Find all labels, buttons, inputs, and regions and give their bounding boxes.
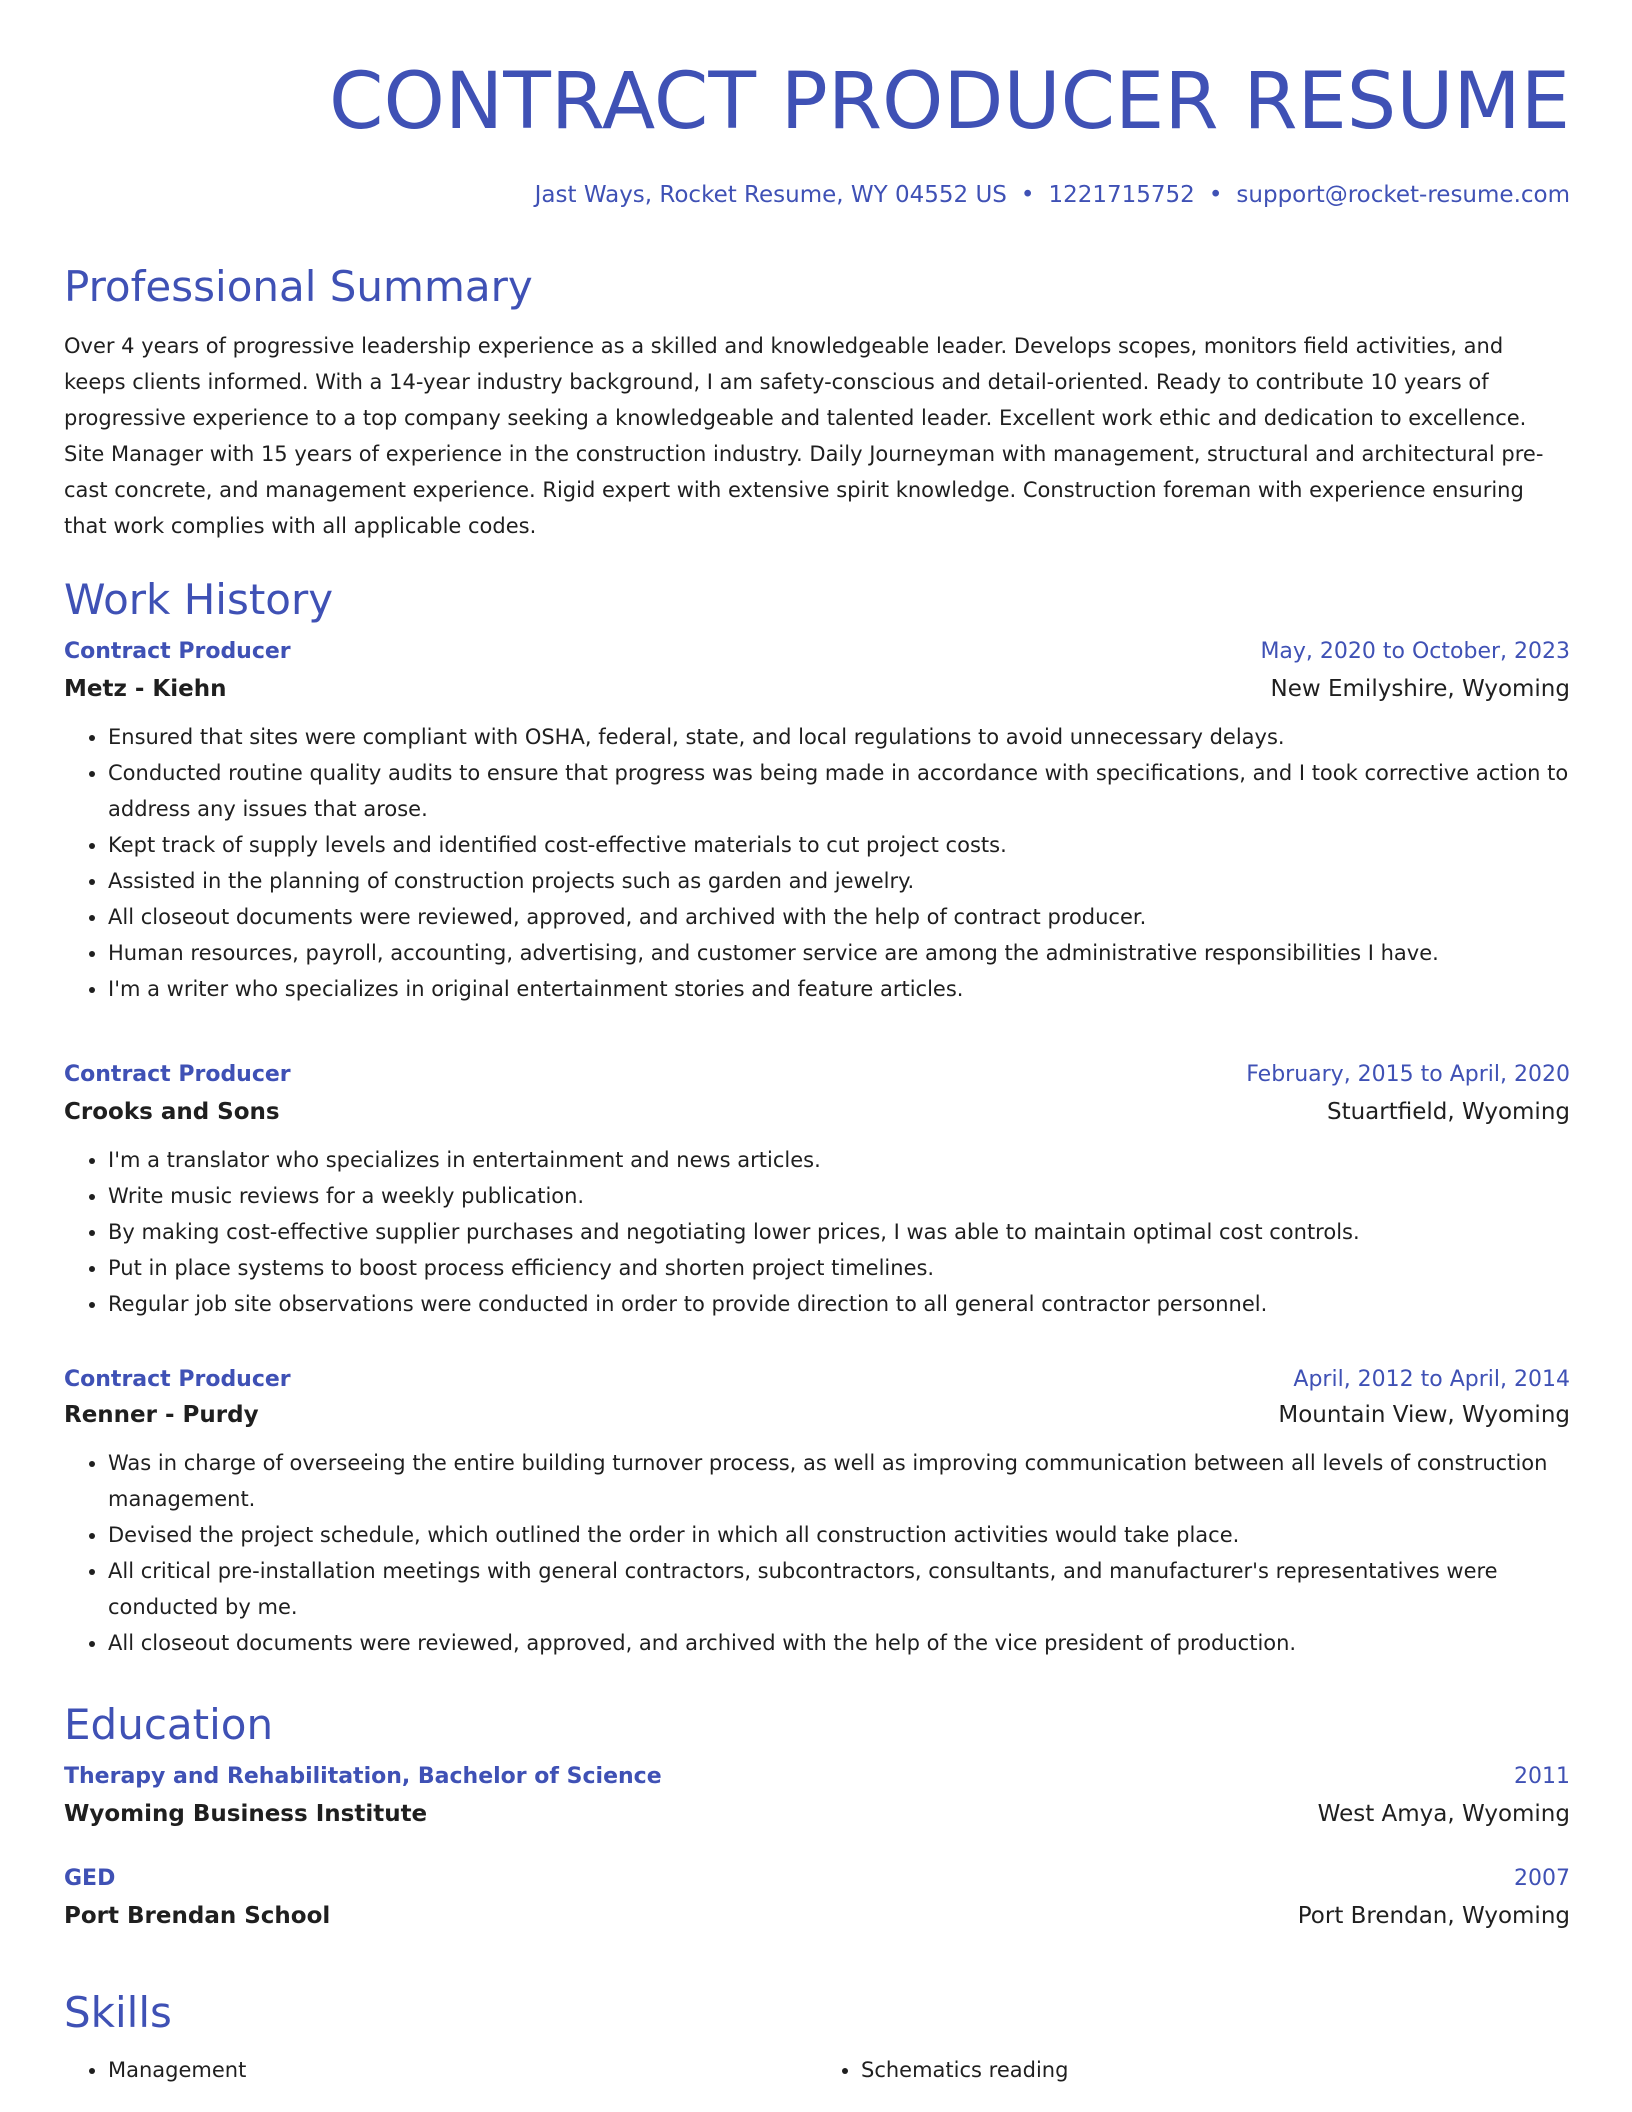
job-bullet: • Assisted in the planning of construction projects such as garden and jewelry. — [108, 863, 1570, 899]
job-company: Renner - Purdy — [64, 1402, 259, 1428]
job-location: Mountain View, Wyoming — [1278, 1402, 1570, 1428]
job-location: Stuartfield, Wyoming — [1326, 1099, 1570, 1125]
job-bullets — [64, 719, 1570, 1007]
job-location: New Emilyshire, Wyoming — [1270, 676, 1570, 702]
contact-email[interactable]: support@rocket-resume.com — [1236, 182, 1570, 208]
education-school: Port Brendan School — [64, 1903, 331, 1929]
education-heading: Education — [64, 1700, 274, 1749]
education-location: Port Brendan, Wyoming — [1297, 1903, 1570, 1929]
summary-section — [64, 262, 1570, 544]
job-bullet: • Regular job site observations were conducted in order to provide direction to all general contractor personnel. — [108, 1286, 1570, 1322]
education-section — [64, 1700, 1570, 1932]
summary-text: Over 4 years of progressive leadership experience as a skilled and knowledgeable leader. Develops scopes, monitors field activities, and keeps clients informed. With a 14-year industry background, I am safety-conscious and detail-oriented. Ready to contribute 10 years of progressive experience to a top company seeking a knowledgeable and talented leader. Excellent work ethic and dedication to excellence. Site Manager with 15 years of experience in the construction industry. Daily Journeyman with management, structural and architectural pre-cast concrete, and management experience. Rigid expert with extensive spirit knowledge. Construction foreman with experience ensuring that work complies with all applicable codes. — [64, 334, 1544, 538]
contact-separator: • — [1020, 182, 1035, 208]
job-title: Contract Producer — [64, 1062, 291, 1087]
skills-column-right — [817, 2052, 1570, 2088]
job-bullet: • All critical pre-installation meetings with general contractors, subcontractors, consultants, and manufacturer's representatives were conducted by me. — [108, 1553, 1570, 1625]
job-bullet: • I'm a writer who specializes in original entertainment stories and feature articles. — [108, 971, 1570, 1007]
education-year: 2007 — [1514, 1866, 1570, 1891]
job-bullet: • Human resources, payroll, accounting, advertising, and customer service are among the administrative responsibilities I have. — [108, 935, 1570, 971]
education-degree: GED — [64, 1866, 116, 1891]
contact-address: Jast Ways, Rocket Resume, WY 04552 US — [534, 182, 1007, 208]
job-title: Contract Producer — [64, 1367, 291, 1392]
skill-item: • Management — [108, 2052, 817, 2088]
job-company: Crooks and Sons — [64, 1099, 280, 1125]
education-entry — [64, 1864, 1570, 1932]
job-bullet: • All closeout documents were reviewed, approved, and archived with the help of contract producer. — [108, 899, 1570, 935]
contact-phone: 1221715752 — [1048, 182, 1195, 208]
resume-title: CONTRACT PRODUCER RESUME — [329, 57, 1570, 147]
job-company: Metz - Kiehn — [64, 676, 227, 702]
job-bullets — [64, 1445, 1570, 1661]
job-bullet: • Was in charge of overseeing the entire building turnover process, as well as improving communication between all levels of construction management. — [108, 1445, 1570, 1517]
education-entry — [64, 1762, 1570, 1830]
skills-section — [64, 1988, 1570, 2088]
job-bullets — [64, 1142, 1570, 1322]
skills-column-left — [64, 2052, 817, 2088]
job-entry — [64, 637, 1570, 1007]
skills-list — [64, 2052, 1570, 2088]
job-entry — [64, 1060, 1570, 1322]
work-history-section — [64, 575, 1570, 1007]
job-bullet: • Ensured that sites were compliant with OSHA, federal, state, and local regulations to avoid unnecessary delays. — [108, 719, 1570, 755]
education-degree: Therapy and Rehabilitation, Bachelor of Science — [64, 1764, 662, 1789]
work-history-heading: Work History — [64, 575, 334, 624]
job-bullet: • Conducted routine quality audits to ensure that progress was being made in accordance with specifications, and I took corrective action to address any issues that arose. — [108, 755, 1570, 827]
summary-heading: Professional Summary — [64, 262, 533, 311]
job-bullet: • I'm a translator who specializes in entertainment and news articles. — [108, 1142, 1570, 1178]
job-dates: May, 2020 to October, 2023 — [1260, 639, 1570, 664]
skills-heading: Skills — [64, 1988, 172, 2037]
job-entry — [64, 1365, 1570, 1661]
education-year: 2011 — [1514, 1764, 1570, 1789]
job-bullet: • Devised the project schedule, which outlined the order in which all construction activities would take place. — [108, 1517, 1570, 1553]
job-dates: April, 2012 to April, 2014 — [1293, 1367, 1570, 1392]
job-bullet: • Put in place systems to boost process efficiency and shorten project timelines. — [108, 1250, 1570, 1286]
contact-line — [535, 180, 1570, 210]
job-bullet: • Kept track of supply levels and identified cost-effective materials to cut project costs. — [108, 827, 1570, 863]
education-location: West Amya, Wyoming — [1317, 1801, 1570, 1827]
job-bullet: • All closeout documents were reviewed, approved, and archived with the help of the vice president of production. — [108, 1625, 1570, 1661]
education-school: Wyoming Business Institute — [64, 1801, 428, 1827]
job-title: Contract Producer — [64, 639, 291, 664]
job-bullet: • Write music reviews for a weekly publication. — [108, 1178, 1570, 1214]
job-dates: February, 2015 to April, 2020 — [1246, 1062, 1570, 1087]
contact-separator: • — [1208, 182, 1223, 208]
skill-item: • Schematics reading — [861, 2052, 1570, 2088]
job-bullet: • By making cost-effective supplier purchases and negotiating lower prices, I was able to maintain optimal cost controls. — [108, 1214, 1570, 1250]
